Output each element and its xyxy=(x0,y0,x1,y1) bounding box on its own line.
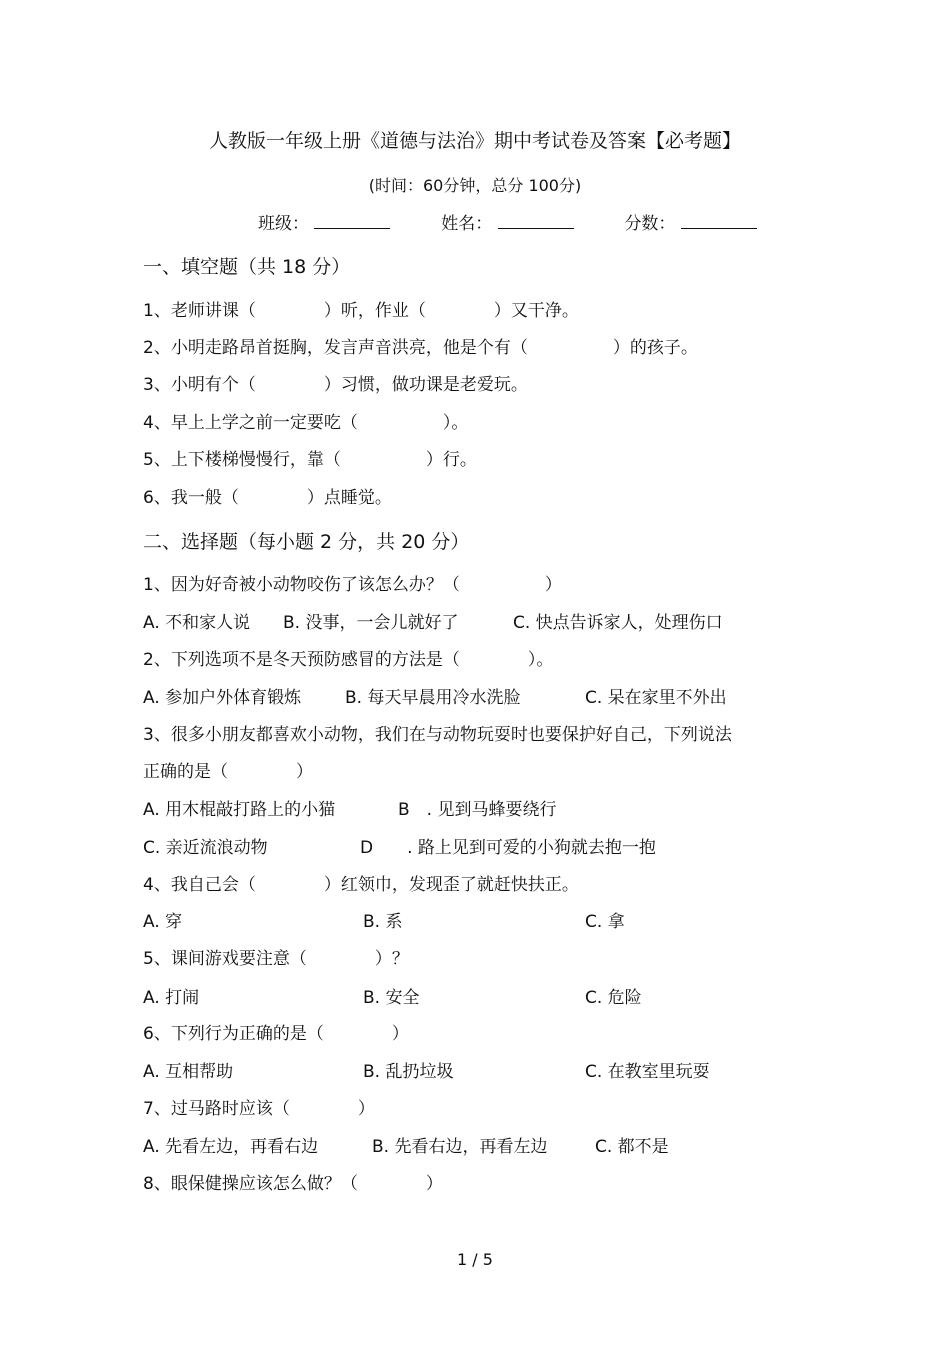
page-title: 人教版一年级上册《道德与法治》期中考试卷及答案【必考题】 xyxy=(208,130,741,152)
q1-option-c: C. 快点告诉家人，处理伤口 xyxy=(513,613,723,633)
section-2-heading: 二、选择题（每小题 2 分，共 20 分） xyxy=(143,531,470,553)
q1-option-a: A. 不和家人说 xyxy=(143,613,251,633)
choice-question-7: 7、过马路时应该（ ） xyxy=(143,1099,375,1119)
q4-option-c: C. 拿 xyxy=(585,912,625,932)
choice-question-3-line-1: 3、很多小朋友都喜欢小动物，我们在与动物玩耍时也要保护好自己，下列说法 xyxy=(143,725,732,745)
q2-option-b: B. 每天早晨用冷水洗脸 xyxy=(345,688,521,708)
q2-option-a: A. 参加户外体育锻炼 xyxy=(143,688,302,708)
fill-question-2: 2、小明走路昂首挺胸，发言声音洪亮，他是个有（ ）的孩子。 xyxy=(143,338,698,358)
q3-option-d: D . 路上见到可爱的小狗就去抱一抱 xyxy=(360,838,656,858)
q7-option-c: C. 都不是 xyxy=(595,1137,669,1157)
student-info-row xyxy=(258,212,757,235)
choice-question-6: 6、下列行为正确的是（ ） xyxy=(143,1024,409,1044)
choice-question-8: 8、眼保健操应该怎么做？（ ） xyxy=(143,1174,443,1194)
fill-question-5: 5、上下楼梯慢慢行，靠（ ）行。 xyxy=(143,450,477,470)
fill-question-4: 4、早上上学之前一定要吃（ ）。 xyxy=(143,413,469,433)
q3-option-c: C. 亲近流浪动物 xyxy=(143,838,268,858)
q2-option-c: C. 呆在家里不外出 xyxy=(585,688,727,708)
name-label: 姓名： xyxy=(441,214,493,234)
q6-option-b: B. 乱扔垃圾 xyxy=(363,1062,454,1082)
q6-option-a: A. 互相帮助 xyxy=(143,1062,234,1082)
fill-question-3: 3、小明有个（ ）习惯，做功课是老爱玩。 xyxy=(143,375,528,395)
name-field[interactable] xyxy=(498,212,574,229)
choice-question-4: 4、我自己会（ ）红领巾，发现歪了就赶快扶正。 xyxy=(143,875,579,895)
class-field[interactable] xyxy=(314,212,390,229)
score-field[interactable] xyxy=(681,212,757,229)
fill-question-1: 1、老师讲课（ ）听，作业（ ）又干净。 xyxy=(143,301,579,321)
score-label: 分数： xyxy=(624,214,676,234)
q6-option-c: C. 在教室里玩耍 xyxy=(585,1062,710,1082)
choice-question-5: 5、课间游戏要注意（ ）？ xyxy=(143,949,409,969)
q4-option-a: A. 穿 xyxy=(143,912,183,932)
q5-option-a: A. 打闹 xyxy=(143,988,200,1008)
page-number: 1 / 5 xyxy=(457,1250,493,1269)
choice-question-2: 2、下列选项不是冬天预防感冒的方法是（ ）。 xyxy=(143,650,554,670)
fill-question-6: 6、我一般（ ）点睡觉。 xyxy=(143,488,392,508)
choice-question-1: 1、因为好奇被小动物咬伤了该怎么办？（ ） xyxy=(143,575,562,595)
q3-option-b: B . 见到马蜂要绕行 xyxy=(398,800,557,820)
class-label: 班级： xyxy=(258,214,309,234)
q7-option-a: A. 先看左边，再看右边 xyxy=(143,1137,319,1157)
q7-option-b: B. 先看右边，再看左边 xyxy=(372,1137,548,1157)
section-1-heading: 一、填空题（共 18 分） xyxy=(143,256,351,278)
q1-option-b: B. 没事，一会儿就好了 xyxy=(283,613,459,633)
choice-question-3-line-2: 正确的是（ ） xyxy=(143,762,313,782)
time-info: (时间：60分钟，总分 100分) xyxy=(368,176,582,195)
q5-option-c: C. 危险 xyxy=(585,988,642,1008)
q3-option-a: A. 用木棍敲打路上的小猫 xyxy=(143,800,336,820)
q4-option-b: B. 系 xyxy=(363,912,403,932)
q5-option-b: B. 安全 xyxy=(363,988,420,1008)
